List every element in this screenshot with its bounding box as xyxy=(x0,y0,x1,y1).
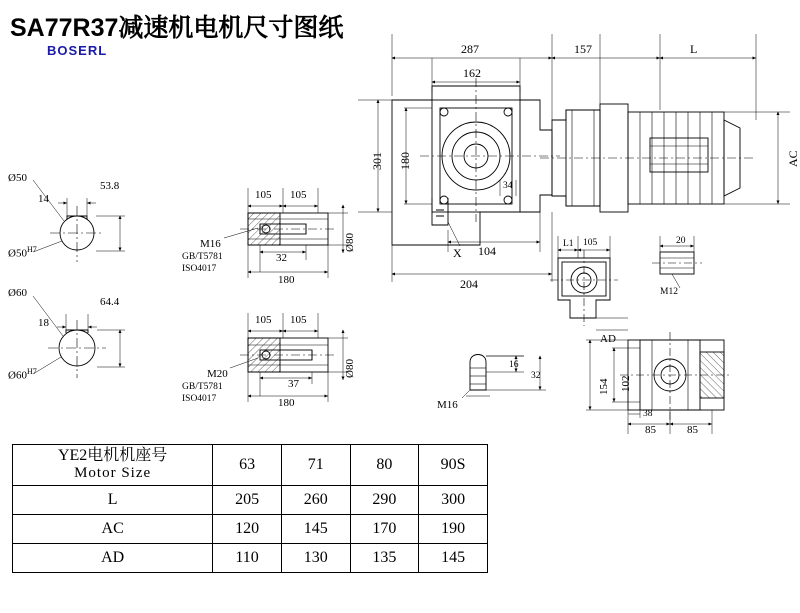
label-iso4017-1: ISO4017 xyxy=(182,264,217,274)
table-cell: 120 xyxy=(213,514,282,543)
label-dim-105-e: 105 xyxy=(583,238,598,248)
motor-size-label-cn: YE2电机机座号 xyxy=(57,447,168,464)
table-cell: 260 xyxy=(281,485,350,514)
label-dim-18: 18 xyxy=(38,317,49,329)
table-cell: 135 xyxy=(350,543,419,572)
label-dim-38: 38 xyxy=(643,409,653,419)
label-dim-180-c: 180 xyxy=(398,152,412,170)
table-cell: 80 xyxy=(350,445,419,486)
label-d60: Ø60 xyxy=(8,287,27,299)
label-dim-32-b: 32 xyxy=(531,371,541,381)
page-title: SA77R37减速机电机尺寸图纸 xyxy=(10,14,344,42)
label-dim-180-a: 180 xyxy=(278,274,295,286)
table-row xyxy=(13,514,488,543)
table-cell: 290 xyxy=(350,485,419,514)
label-m12: M12 xyxy=(660,287,678,297)
label-dim-34: 34 xyxy=(503,181,513,191)
label-dim-AD: AD xyxy=(600,333,616,345)
label-d60-h7: $Ø60^{H7}$ xyxy=(8,367,37,382)
motor-size-label-en: Motor Size xyxy=(74,465,152,482)
label-dim-85-a: 85 xyxy=(645,424,656,436)
label-dim-14: 14 xyxy=(38,193,49,205)
label-dim-301: 301 xyxy=(370,152,384,170)
label-dim-20: 20 xyxy=(676,236,686,246)
table-cell: 145 xyxy=(419,543,488,572)
label-dim-L1: L1 xyxy=(563,239,574,249)
table-cell: 130 xyxy=(281,543,350,572)
label-dim-157: 157 xyxy=(574,42,592,56)
table-cell: 110 xyxy=(213,543,282,572)
motor-size-table xyxy=(12,444,488,573)
table-row xyxy=(13,445,488,486)
label-d80-a: Ø80 xyxy=(344,233,356,252)
label-d50-h7: $Ø50^{H7}$ xyxy=(8,245,37,260)
label-dim-105-c: 105 xyxy=(255,314,272,326)
table-cell: 71 xyxy=(281,445,350,486)
label-dim-162: 162 xyxy=(463,66,481,80)
label-dim-105-b: 105 xyxy=(290,189,307,201)
table-row xyxy=(13,543,488,572)
table-cell: 300 xyxy=(419,485,488,514)
table-row-label-l: L xyxy=(13,485,213,514)
label-d50: Ø50 xyxy=(8,172,27,184)
label-dim-104: 104 xyxy=(478,244,496,258)
table-cell: 63 xyxy=(213,445,282,486)
label-iso4017-2: ISO4017 xyxy=(182,394,217,404)
label-dim-204: 204 xyxy=(460,277,478,291)
table-header-label xyxy=(13,445,213,486)
brand-logo: BOSERL xyxy=(47,43,108,58)
label-dim-32-a: 32 xyxy=(276,252,287,264)
label-dim-102: 102 xyxy=(620,375,632,392)
table-row xyxy=(13,485,488,514)
label-dim-64-4: 64.4 xyxy=(100,296,120,308)
label-dim-105-d: 105 xyxy=(290,314,307,326)
label-dim-16: 16 xyxy=(509,360,519,370)
label-m20-bolt-2: M20 xyxy=(207,368,228,380)
label-m16-pin: M16 xyxy=(437,399,458,411)
table-row-label-ad: AD xyxy=(13,543,213,572)
label-dim-287: 287 xyxy=(461,42,479,56)
label-dim-37: 37 xyxy=(288,378,299,390)
label-m16-bolt-1: M16 xyxy=(200,238,221,250)
label-d80-b: Ø80 xyxy=(344,359,356,378)
table-cell: 205 xyxy=(213,485,282,514)
label-dim-L: L xyxy=(690,42,698,56)
table-cell: 90S xyxy=(419,445,488,486)
table-cell: 170 xyxy=(350,514,419,543)
label-dim-53-8: 53.8 xyxy=(100,180,120,192)
label-dim-154: 154 xyxy=(598,378,610,395)
table-cell: 190 xyxy=(419,514,488,543)
label-gbt5781-1: GB/T5781 xyxy=(182,252,223,262)
label-dim-105-a: 105 xyxy=(255,189,272,201)
label-dim-180-b: 180 xyxy=(278,397,295,409)
label-dim-85-b: 85 xyxy=(687,424,698,436)
label-gbt5781-2: GB/T5781 xyxy=(182,382,223,392)
label-dim-AC: AC xyxy=(786,150,800,167)
table-row-label-ac: AC xyxy=(13,514,213,543)
label-section-x: X xyxy=(453,246,462,260)
table-cell: 145 xyxy=(281,514,350,543)
